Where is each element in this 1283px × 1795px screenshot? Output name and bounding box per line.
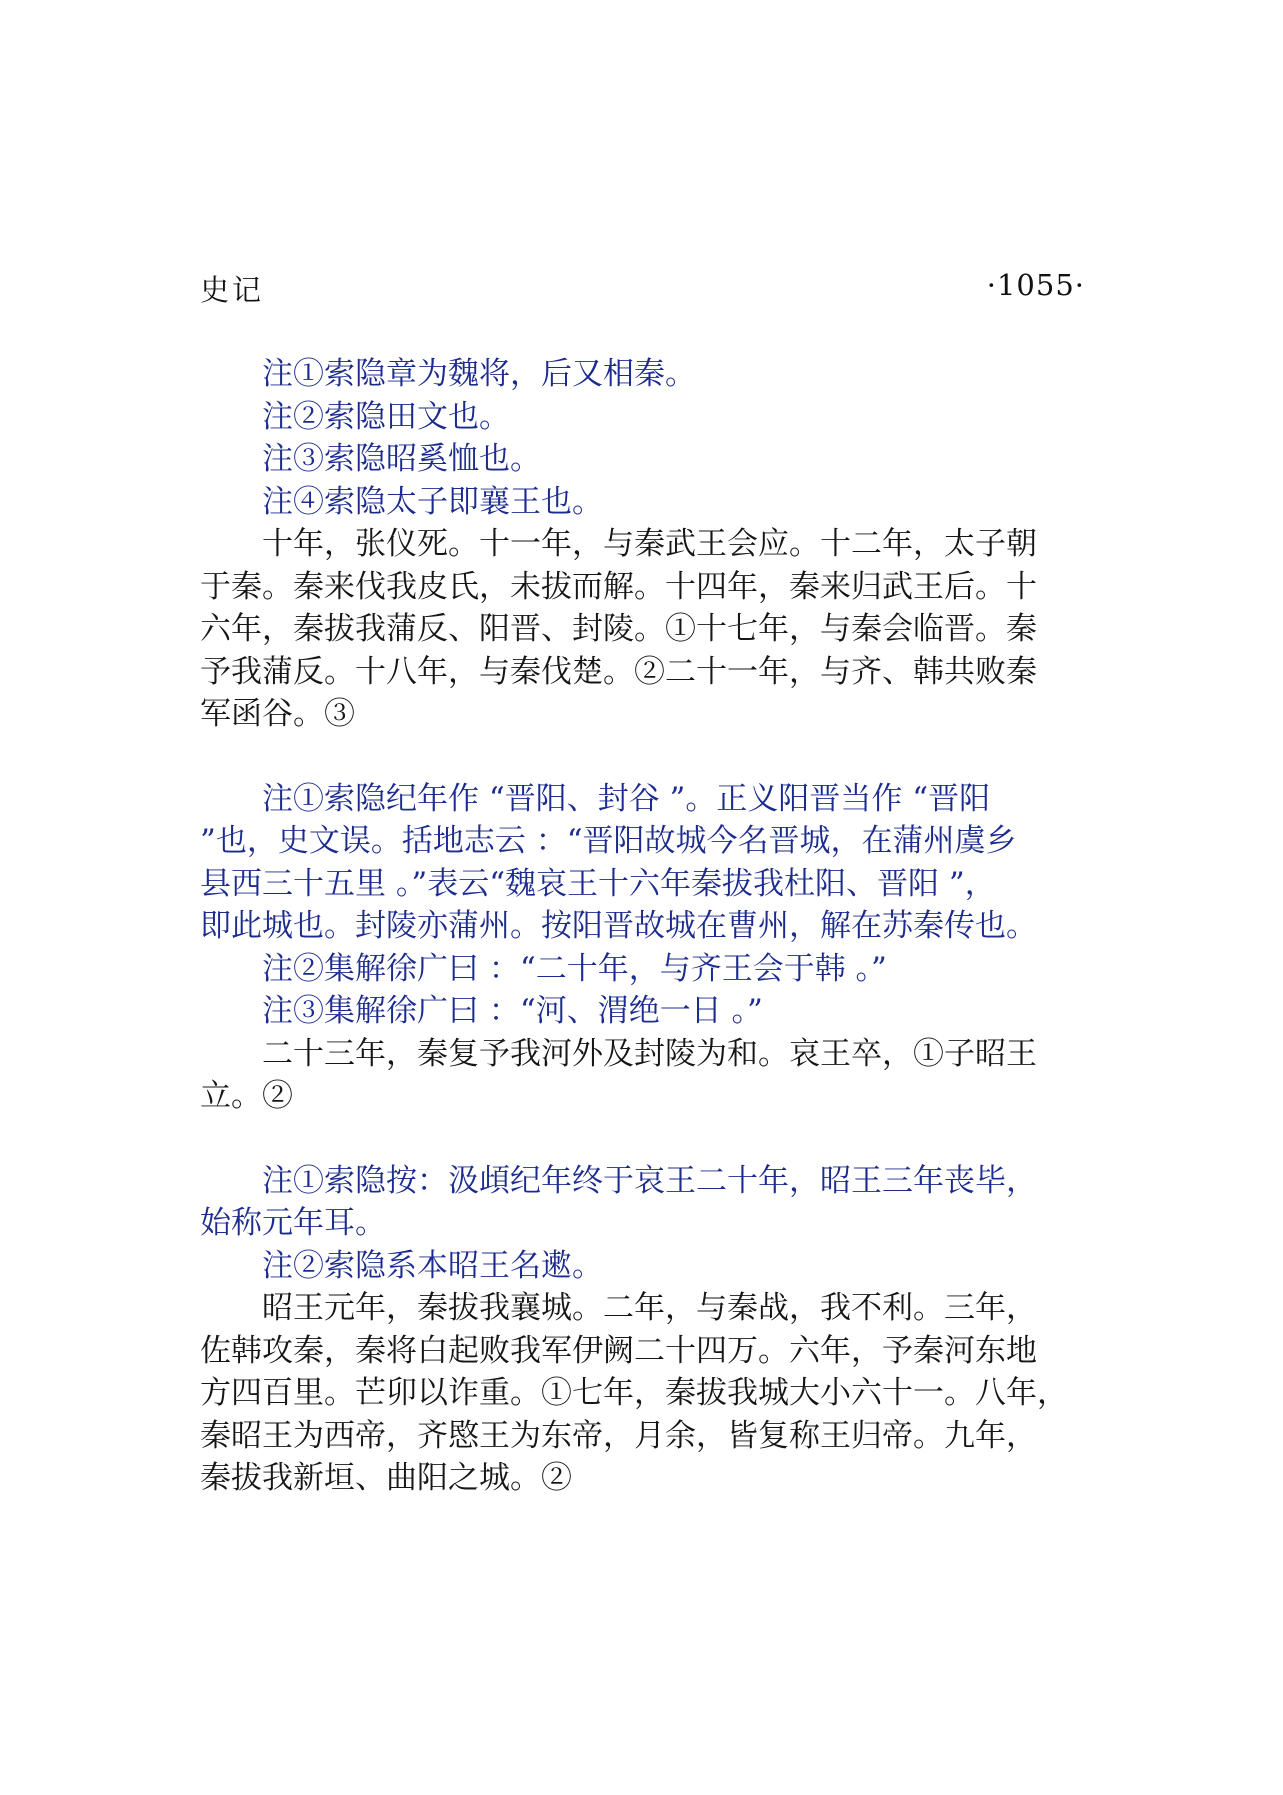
annotation-line: 注③集解徐广曰 ：“河、渭绝一日 。” — [200, 993, 763, 1029]
annotation-line: 注④索隐太子即襄王也。 — [200, 483, 603, 520]
text-line: 二十三年，秦复予我河外及封陵为和。哀王卒，①子昭王 — [200, 1035, 1037, 1072]
page-body — [200, 353, 1100, 1500]
main-text-block — [200, 523, 1100, 736]
annotation-line: 注①索隐章为魏将，后又相秦。 — [200, 356, 696, 392]
text-line: 方四百里。芒卯以诈重。①七年，秦拔我城大小六十一。八年， — [200, 1375, 1068, 1411]
text-line: 于秦。秦来伐我皮氏，未拔而解。十四年，秦来归武王后。十 — [200, 568, 1037, 605]
text-line: 立。② — [200, 1078, 293, 1114]
block-spacer — [200, 1118, 1100, 1160]
main-text-block — [200, 1287, 1100, 1500]
annotation-line: 注②索隐系本昭王名遬。 — [200, 1247, 603, 1284]
page-number: ·1055· — [986, 268, 1085, 302]
annotation-line: 注③索隐昭奚恤也。 — [200, 441, 541, 477]
annotation-line: ”也，史文误。括地志云 ：“晋阳故城今名晋城，在蒲州虞乡 — [200, 823, 1017, 859]
annotation-block — [200, 353, 1100, 523]
block-spacer — [200, 736, 1100, 778]
annotation-line: 注②索隐田文也。 — [200, 398, 510, 435]
annotation-line: 即此城也。封陵亦蒲州。按阳晋故城在曹州，解在苏秦传也。 — [200, 908, 1037, 944]
text-line: 秦昭王为西帝，齐愍王为东帝，月余，皆复称王归帝。九年， — [200, 1417, 1037, 1454]
text-line: 六年，秦拔我蒲反、阳晋、封陵。①十七年，与秦会临晋。秦 — [200, 611, 1037, 647]
annotation-block — [200, 778, 1100, 1033]
book-title: 史记 — [200, 273, 265, 307]
page-header — [200, 268, 1085, 312]
text-line: 军函谷。③ — [200, 696, 355, 732]
annotation-line: 县西三十五里 。”表云“魏哀王十六年秦拔我杜阳、晋阳 ”， — [200, 865, 996, 902]
text-line: 予我蒲反。十八年，与秦伐楚。②二十一年，与齐、韩共败秦 — [200, 653, 1037, 690]
annotation-line: 注②集解徐广曰 ：“二十年，与齐王会于韩 。” — [200, 950, 887, 987]
text-line: 昭王元年，秦拔我襄城。二年，与秦战，我不利。三年， — [200, 1290, 1037, 1326]
annotation-block — [200, 1160, 1100, 1288]
text-line: 佐韩攻秦，秦将白起败我军伊阙二十四万。六年，予秦河东地 — [200, 1332, 1037, 1369]
annotation-line: 注①索隐按：汲頉纪年终于哀王二十年，昭王三年丧毕， — [200, 1162, 1037, 1199]
annotation-line: 注①索隐纪年作 “晋阳、封谷 ”。正义阳晋当作 “晋阳 — [200, 780, 991, 817]
main-text-block — [200, 1033, 1100, 1118]
text-line: 秦拔我新垣、曲阳之城。② — [200, 1460, 572, 1496]
text-line: 十年，张仪死。十一年，与秦武王会应。十二年，太子朝 — [200, 526, 1037, 562]
annotation-line: 始称元年耳。 — [200, 1205, 386, 1241]
